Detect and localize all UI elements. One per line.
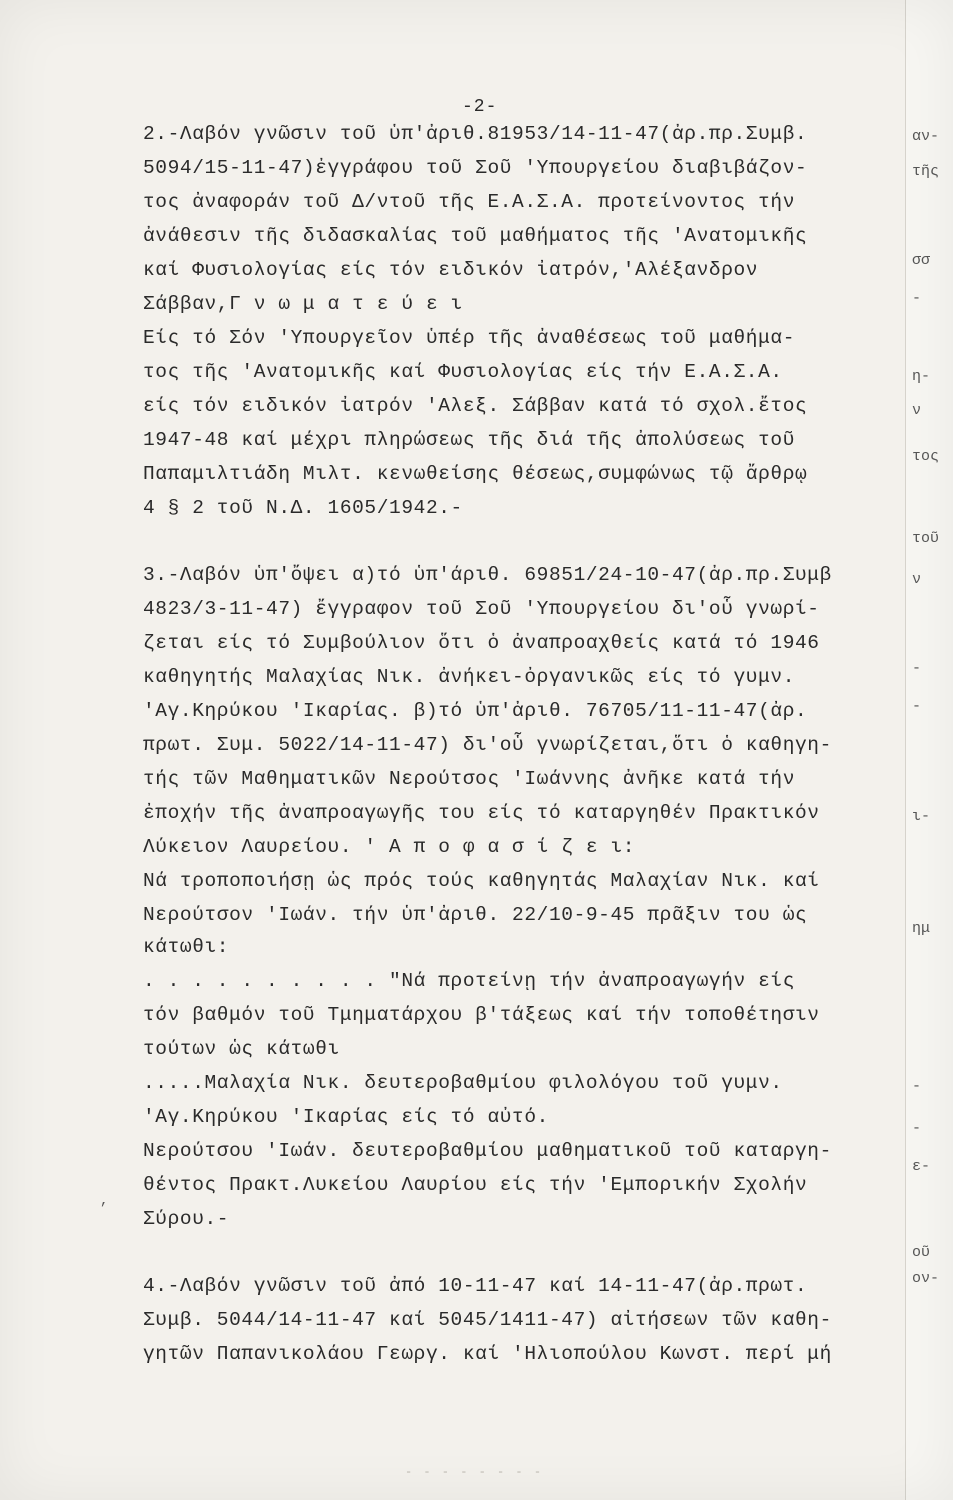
text-line: 4823/3-11-47) ἔγγραφον τοῦ Σοῦ 'Υπουργείου δι'οὗ γνωρί-: [143, 598, 820, 620]
margin-fragment: αν-: [912, 128, 940, 145]
text-line: θέντος Πρακτ.Λυκείου Λαυρίου είς τήν 'Εμπορικήν Σχολήν: [143, 1174, 808, 1196]
text-line: καθηγητής Μαλαχίας Νικ. ἀνήκει-ὀργανικῶς είς τό γυμν.: [143, 666, 796, 688]
text-line: τος ἀναφοράν τοῦ Δ/ντοῦ τῆς Ε.Α.Σ.Α. προτείνοντος τήν: [143, 191, 796, 213]
margin-fragment: οῦ: [912, 1244, 931, 1261]
text-line: γητῶν Παπανικολάου Γεωργ. καί 'Ηλιοπούλου Κωνστ. περί μή: [143, 1343, 832, 1365]
text-line: Σύρου.-: [143, 1208, 230, 1230]
stray-mark: ,: [100, 1193, 109, 1209]
text-line: ζεται είς τό Συμβούλιον ὅτι ὁ ἀναπροαχθείς κατά τό 1946: [143, 632, 820, 654]
text-line: 'Αγ.Κηρύκου 'Ικαρίας. β)τό ὑπ'ἀριθ. 76705/11-11-47(ἀρ.: [143, 700, 808, 722]
text-line: Είς τό Σόν 'Υπουργεῖον ὑπέρ τῆς ἀναθέσεως τοῦ μαθήμα-: [143, 327, 796, 349]
text-line: πρωτ. Συμ. 5022/14-11-47) δι'οὗ γνωρίζεται,ὅτι ὁ καθηγη-: [143, 734, 832, 756]
margin-fragment: ημ: [912, 920, 931, 937]
text-line: καί Φυσιολογίας είς τόν ειδικόν ἰατρόν,'Αλέξανδρον: [143, 259, 759, 281]
text-line: είς τόν ειδικόν ἰατρόν 'Αλεξ. Σάββαν κατά τό σχολ.ἔτος: [143, 395, 808, 417]
text-line: 3.-Λαβόν ὑπ'ὄψει α)τό ὑπ'άριθ. 69851/24-10-47(ἀρ.πρ.Συμβ: [143, 564, 832, 586]
text-line: 4.-Λαβόν γνῶσιν τοῦ ἀπό 10-11-47 καί 14-11-47(ἀρ.πρωτ.: [143, 1275, 808, 1297]
text-line: ἀνάθεσιν τῆς διδασκαλίας τοῦ μαθήματος τῆς 'Ανατομικῆς: [143, 225, 808, 247]
text-line: κάτωθι:: [143, 936, 230, 958]
text-line: Νά τροποποιήσῃ ὡς πρός τούς καθηγητάς Μαλαχίαν Νικ. καί: [143, 870, 820, 892]
margin-fragment: -: [912, 698, 922, 715]
margin-fragment: -: [912, 1120, 922, 1137]
text-line: 1947-48 καί μέχρι πληρώσεως τῆς διά τῆς ἀπολύσεως τοῦ: [143, 429, 796, 451]
text-line: Λύκειον Λαυρείου. ' Α π ο φ α σ ί ζ ε ι:: [143, 836, 636, 858]
margin-fragment: -: [912, 660, 922, 677]
text-line: 4 § 2 τοῦ Ν.Δ. 1605/1942.-: [143, 497, 463, 519]
margin-fragment: τοῦ: [912, 530, 940, 547]
text-line: ἐποχήν τῆς ἀναπροαγωγῆς του είς τό καταργηθέν Πρακτικόν: [143, 802, 820, 824]
text-line: Συμβ. 5044/14-11-47 καί 5045/1411-47) αἰτήσεων τῶν καθη-: [143, 1309, 832, 1331]
margin-fragment: ν: [912, 402, 922, 419]
text-line: 2.-Λαβόν γνῶσιν τοῦ ὑπ'ἀριθ.81953/14-11-47(ἀρ.πρ.Συμβ.: [143, 123, 808, 145]
margin-fragment: ν: [912, 571, 922, 588]
text-line: .....Μαλαχία Νικ. δευτεροβαθμίου φιλολόγου τοῦ γυμν.: [143, 1072, 783, 1094]
margin-fragment: σσ: [912, 252, 931, 269]
text-line: Νερούτσου 'Ιωάν. δευτεροβαθμίου μαθηματικοῦ τοῦ καταργη-: [143, 1140, 832, 1162]
margin-fragment: -: [912, 1078, 922, 1095]
margin-fragment: τῆς: [912, 163, 940, 180]
margin-fragment: η-: [912, 368, 931, 385]
margin-fragment: -: [912, 290, 922, 307]
text-line: Σάββαν,Γ ν ω μ α τ ε ύ ε ι: [143, 293, 463, 315]
page-number: -2-: [462, 97, 498, 117]
text-line: τούτων ὡς κάτωθι: [143, 1038, 340, 1060]
text-line: . . . . . . . . . . "Νά προτείνῃ τήν ἀναπροαγωγήν είς: [143, 970, 796, 992]
text-line: τος τῆς 'Ανατομικῆς καί Φυσιολογίας είς τήν Ε.Α.Σ.Α.: [143, 361, 783, 383]
margin-fragment: ε-: [912, 1158, 931, 1175]
text-line: τόν βαθμόν τοῦ Τμηματάρχου β'τάξεως καί τήν τοποθέτησιν: [143, 1004, 820, 1026]
bleed-through-text: - - - - - - - -: [405, 1465, 544, 1479]
text-line: 5094/15-11-47)ἐγγράφου τοῦ Σοῦ 'Υπουργείου διαβιβάζον-: [143, 157, 808, 179]
margin-fragment: ον-: [912, 1270, 940, 1287]
margin-fragment: ι-: [912, 808, 931, 825]
text-line: Παπαμιλτιάδη Μιλτ. κενωθείσης θέσεως,συμφώνως τῷ ἄρθρῳ: [143, 463, 808, 485]
text-line: 'Αγ.Κηρύκου 'Ικαρίας είς τό αὐτό.: [143, 1106, 549, 1128]
text-line: τής τῶν Μαθηματικῶν Νερούτσος 'Ιωάννης ἀνῆκε κατά τήν: [143, 768, 796, 790]
text-line: Νερούτσον 'Ιωάν. τήν ὑπ'ἀριθ. 22/10-9-45 πρᾶξιν του ὡς: [143, 904, 808, 926]
margin-fragment: τος: [912, 448, 940, 465]
